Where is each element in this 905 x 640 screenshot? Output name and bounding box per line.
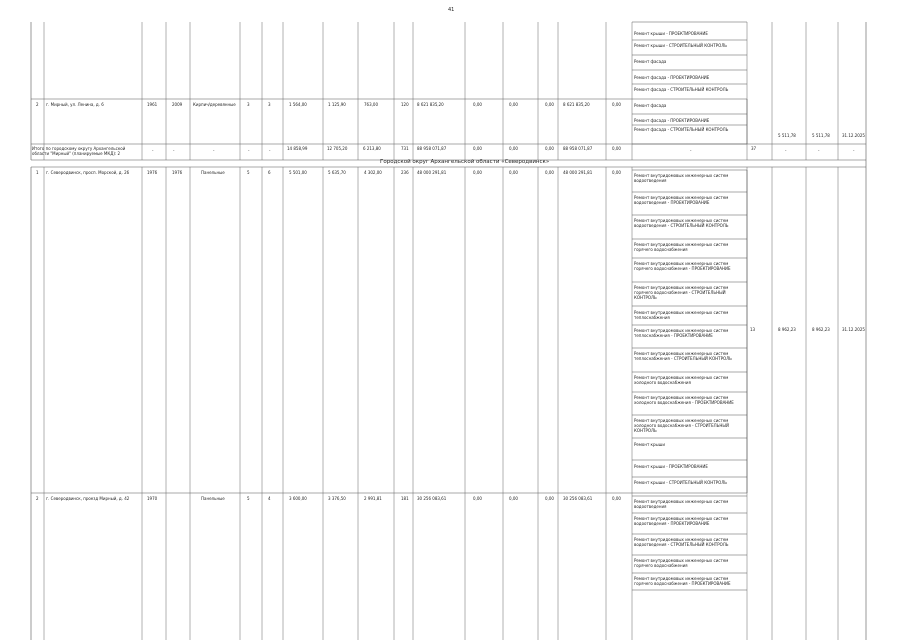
total-dash: - <box>152 148 154 153</box>
work-item: Ремонт внутридомовых инженерных систем водоотведения - ПРОЕКТИРОВАНИЕ <box>634 516 729 526</box>
row-area-a: 5 635,70 <box>328 170 346 175</box>
row-wall: Панельные <box>201 170 225 175</box>
work-item: Ремонт внутридомовых инженерных систем холодного водоснабжения - СТРОИТЕЛЬНЫЙ КОНТРОЛЬ <box>634 418 729 433</box>
total-c2: 0,00 <box>509 146 518 151</box>
work-item: Ремонт фасада <box>634 103 667 108</box>
work-item: Ремонт внутридомовых инженерных систем горячего водоснабжения <box>634 558 729 568</box>
work-item: Ремонт крыши - ПРОЕКТИРОВАНИЕ <box>634 464 708 469</box>
row-c3: 0,00 <box>545 102 554 107</box>
row-entrances: 3 <box>268 102 271 107</box>
work-item: Ремонт внутридомовых инженерных систем водоотведения - ПРОЕКТИРОВАНИЕ <box>634 195 729 205</box>
total-residents: 731 <box>401 146 409 151</box>
row-num: 2 <box>36 496 39 501</box>
row-limit-cost: 5 511,78 <box>812 133 830 138</box>
row-cost-total: 8 621 835,20 <box>417 102 444 107</box>
row-area-b: 763,00 <box>364 102 378 107</box>
row-num: 1 <box>36 170 39 175</box>
row-wall: Кирпич/деревянные <box>193 102 236 107</box>
row-address: г. Северодвинск, проезд Мирный, д. 42 <box>46 496 130 501</box>
total-works-count: 37 <box>751 146 757 151</box>
work-item: Ремонт внутридомовых инженерных систем горячего водоснабжения - СТРОИТЕЛЬНЫЙ КОНТРОЛЬ <box>634 285 729 300</box>
work-item: Ремонт крыши - ПРОЕКТИРОВАНИЕ <box>634 31 708 36</box>
row-c2: 0,00 <box>509 170 518 175</box>
total-dash: - <box>213 148 215 153</box>
total-dash: - <box>690 148 692 153</box>
row-entrances: 6 <box>268 170 271 175</box>
total-dash: - <box>248 148 250 153</box>
total-dash: - <box>818 148 820 153</box>
row-address: г. Северодвинск, просп. Морской, д. 26 <box>46 170 130 175</box>
row-floors: 5 <box>247 170 250 175</box>
row-area-a: 3 376,50 <box>328 496 346 501</box>
row-residents: 236 <box>401 170 409 175</box>
row-unit-cost: 5 511,78 <box>778 133 796 138</box>
total-label: Итого по городскому округу Архангельской области "Мирный" (планируемые МКД): 2 <box>32 146 126 156</box>
row-total-area: 5 501,00 <box>289 170 307 175</box>
total-area-b: 6 213,80 <box>363 146 381 151</box>
work-item: Ремонт внутридомовых инженерных систем теплоснабжения - СТРОИТЕЛЬНЫЙ КОНТРОЛЬ <box>634 351 732 361</box>
row-unit-cost: 8 962,23 <box>778 327 796 332</box>
row-cost-owners: 48 000 291,81 <box>563 170 593 175</box>
row-num: 2 <box>36 102 39 107</box>
work-item: Ремонт внутридомовых инженерных систем горячего водоснабжения <box>634 242 729 252</box>
row-total-area: 3 600,00 <box>289 496 307 501</box>
row-year-built: 1970 <box>147 496 158 501</box>
total-cost: 88 958 071,87 <box>417 146 447 151</box>
total-c4: 0,00 <box>612 146 621 151</box>
row-c4: 0,00 <box>612 496 621 501</box>
row-c2: 0,00 <box>509 102 518 107</box>
work-item: Ремонт фасада - ПРОЕКТИРОВАНИЕ <box>634 118 710 123</box>
row-cost-owners: 8 621 835,20 <box>563 102 590 107</box>
page-number: 41 <box>448 7 455 13</box>
row-residents: 181 <box>401 496 409 501</box>
work-item: Ремонт фасада - СТРОИТЕЛЬНЫЙ КОНТРОЛЬ <box>634 127 729 132</box>
work-item: Ремонт фасада - СТРОИТЕЛЬНЫЙ КОНТРОЛЬ <box>634 87 729 92</box>
row-floors: 3 <box>247 102 250 107</box>
total-dash: - <box>173 148 175 153</box>
work-item: Ремонт крыши - СТРОИТЕЛЬНЫЙ КОНТРОЛЬ <box>634 43 727 48</box>
work-item: Ремонт внутридомовых инженерных систем водоотведения - СТРОИТЕЛЬНЫЙ КОНТРОЛЬ <box>634 218 729 228</box>
row-residents: 120 <box>401 102 409 107</box>
row-address: г. Мирный, ул. Ленина, д. 6 <box>46 102 104 107</box>
row-entrances: 4 <box>268 496 271 501</box>
work-item: Ремонт внутридомовых инженерных систем горячего водоснабжения - ПРОЕКТИРОВАНИЕ <box>634 576 731 586</box>
row-wall: Панельные <box>201 496 225 501</box>
row-c3: 0,00 <box>545 170 554 175</box>
row-year-renov: 2009 <box>172 102 183 107</box>
total-area-a: 12 705,20 <box>327 146 348 151</box>
row-c4: 0,00 <box>612 170 621 175</box>
section-title: Городской округ Архангельской области «Северодвинск» <box>380 159 550 165</box>
row-limit-cost: 8 962,23 <box>812 327 830 332</box>
row-c3: 0,00 <box>545 496 554 501</box>
work-item: Ремонт внутридомовых инженерных систем горячего водоснабжения - ПРОЕКТИРОВАНИЕ <box>634 261 731 271</box>
row-cost-owners: 30 256 083,61 <box>563 496 593 501</box>
row-floors: 5 <box>247 496 250 501</box>
total-area: 14 858,99 <box>287 146 308 151</box>
row-deadline: 31.12.2025 <box>842 327 865 332</box>
row-c1: 0,00 <box>473 496 482 501</box>
row-works-count: 13 <box>750 327 756 332</box>
total-dash: - <box>785 148 787 153</box>
work-item: Ремонт внутридомовых инженерных систем водоотведения - СТРОИТЕЛЬНЫЙ КОНТРОЛЬ <box>634 537 729 547</box>
row-area-a: 1 125,90 <box>328 102 346 107</box>
row-cost-total: 48 000 291,81 <box>417 170 447 175</box>
work-item: Ремонт внутридомовых инженерных систем холодного водоснабжения <box>634 375 729 385</box>
row-year-built: 1976 <box>147 170 158 175</box>
row-cost-total: 30 256 083,61 <box>417 496 447 501</box>
work-item: Ремонт внутридомовых инженерных систем водоотведения <box>634 173 729 183</box>
total-dash: - <box>853 148 855 153</box>
row-c1: 0,00 <box>473 102 482 107</box>
work-item: Ремонт внутридомовых инженерных систем холодного водоснабжения - ПРОЕКТИРОВАНИЕ <box>634 395 734 405</box>
row-c4: 0,00 <box>612 102 621 107</box>
work-item: Ремонт внутридомовых инженерных систем теплоснабжения - ПРОЕКТИРОВАНИЕ <box>634 328 729 338</box>
work-item: Ремонт крыши - СТРОИТЕЛЬНЫЙ КОНТРОЛЬ <box>634 480 727 485</box>
total-c1: 0,00 <box>473 146 482 151</box>
work-item: Ремонт фасада <box>634 59 667 64</box>
total-cost-owners: 88 958 071,87 <box>563 146 593 151</box>
work-item: Ремонт фасада - ПРОЕКТИРОВАНИЕ <box>634 75 710 80</box>
row-deadline: 31.12.2025 <box>842 133 865 138</box>
total-c3: 0,00 <box>545 146 554 151</box>
work-item: Ремонт внутридомовых инженерных систем водоотведения <box>634 499 729 509</box>
row-year-built: 1961 <box>147 102 158 107</box>
row-total-area: 1 564,00 <box>289 102 307 107</box>
total-dash: - <box>269 148 271 153</box>
row-area-b: 2 991,81 <box>364 496 382 501</box>
row-c2: 0,00 <box>509 496 518 501</box>
row-area-b: 4 302,00 <box>364 170 382 175</box>
work-item: Ремонт внутридомовых инженерных систем теплоснабжения <box>634 310 729 320</box>
row-c1: 0,00 <box>473 170 482 175</box>
work-item: Ремонт крыши <box>634 442 665 447</box>
row-year-renov: 1976 <box>172 170 183 175</box>
